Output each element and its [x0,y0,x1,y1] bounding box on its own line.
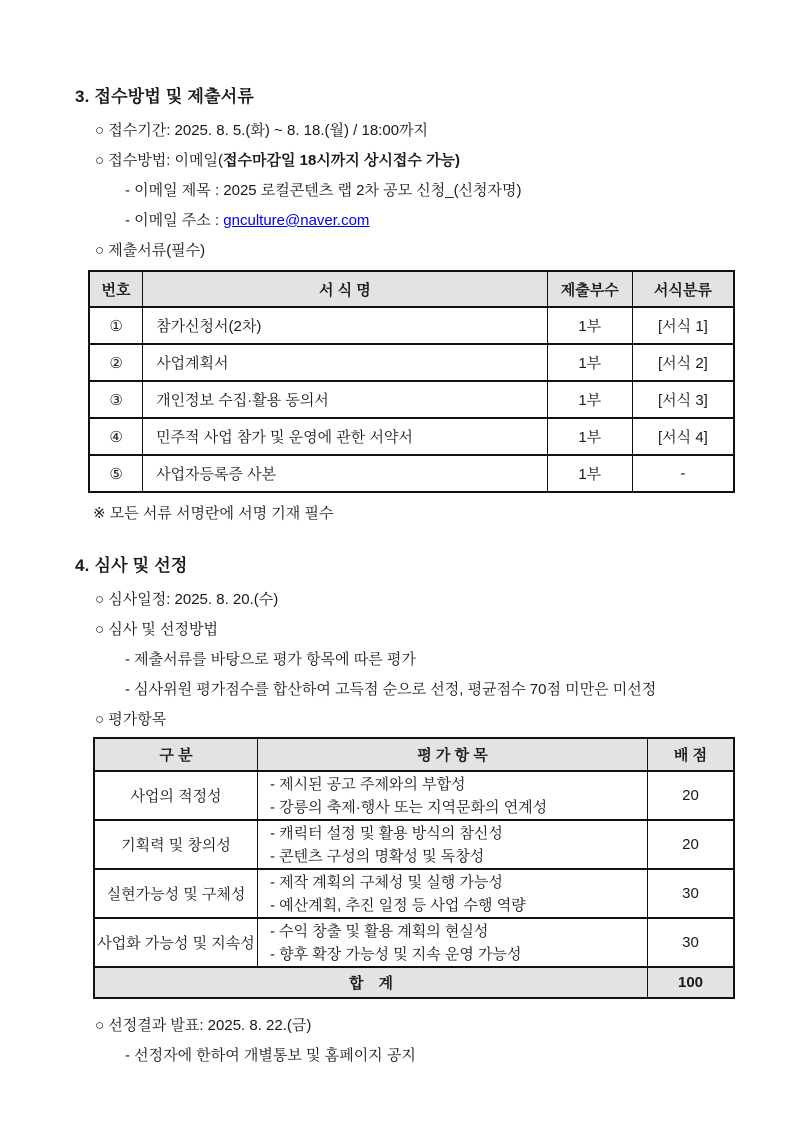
cell-criteria [258,771,648,820]
col-header-criteria: 평 가 항 목 [258,738,648,771]
cell-form-name: 민주적 사업 참가 및 운영에 관한 서약서 [143,418,548,455]
cell-form-name: 사업계획서 [143,344,548,381]
cell-copies: 1부 [547,381,632,418]
cell-form-class: [서식 1] [632,307,734,344]
receipt-method-prefix: ○ 접수방법: 이메일( [95,152,223,169]
criteria-line: - 향후 확장 가능성 및 지속 운영 가능성 [270,945,522,963]
cell-form-class: [서식 4] [632,418,734,455]
cell-total-label: 합 계 [94,967,648,998]
table-row [89,455,734,492]
cell-category: 사업의 적정성 [94,771,258,820]
receipt-period-line: ○ 접수기간: 2025. 8. 5.(화) ~ 8. 18.(월) / 18:00까지 [95,122,429,139]
criteria-line: - 캐릭터 설정 및 활용 방식의 참신성 [270,824,503,842]
cell-total-score: 100 [648,967,735,998]
table-header-row [89,271,734,307]
table-row [89,344,734,381]
section3-heading: 3. 접수방법 및 제출서류 [75,87,254,106]
review-schedule-line: ○ 심사일정: 2025. 8. 20.(수) [95,591,279,608]
cell-form-class: [서식 2] [632,344,734,381]
cell-number: ④ [89,418,143,455]
cell-score: 30 [648,918,735,967]
cell-form-name: 사업자등록증 사본 [143,455,548,492]
table-row [94,869,734,918]
table-row [94,771,734,820]
cell-copies: 1부 [547,307,632,344]
cell-copies: 1부 [547,455,632,492]
table-row [94,820,734,869]
col-header-category: 구 분 [94,738,258,771]
criteria-line: - 제작 계획의 구체성 및 실행 가능성 [270,873,503,891]
cell-form-name: 참가신청서(2차) [143,307,548,344]
required-docs-line: ○ 제출서류(필수) [95,242,206,259]
cell-number: ① [89,307,143,344]
cell-copies: 1부 [547,344,632,381]
criteria-line: - 예산계획, 추진 일정 등 사업 수행 역량 [270,896,526,914]
evaluation-criteria-table [93,737,735,999]
cell-number: ② [89,344,143,381]
cell-criteria [258,869,648,918]
submission-docs-table [88,270,735,493]
section4-heading: 4. 심사 및 선정 [75,556,188,575]
result-notify-line: - 선정자에 한하여 개별통보 및 홈페이지 공지 [125,1047,416,1064]
email-link[interactable]: gnculture@naver.com [223,212,370,229]
cell-score: 30 [648,869,735,918]
table-row [94,918,734,967]
email-address-line [75,206,735,236]
table-row [89,381,734,418]
receipt-method-bold: 접수마감일 18시까지 상시접수 가능) [223,152,461,169]
table-total-row [94,967,734,998]
col-header-number: 번호 [89,271,143,307]
cell-copies: 1부 [547,418,632,455]
criteria-line: - 콘텐츠 구성의 명확성 및 독창성 [270,847,485,865]
result-announce-line: ○ 선정결과 발표: 2025. 8. 22.(금) [95,1017,312,1034]
review-method-item: - 제출서류를 바탕으로 평가 항목에 따른 평가 [125,651,416,668]
receipt-method-line [75,146,735,176]
criteria-line: - 제시된 공고 주제와의 부합성 [270,775,466,793]
table-header-row [94,738,734,771]
email-subject-line: - 이메일 제목 : 2025 로컬콘텐츠 랩 2차 공모 신청_(신청자명) [125,182,522,199]
cell-category: 실현가능성 및 구체성 [94,869,258,918]
cell-category: 사업화 가능성 및 지속성 [94,918,258,967]
criteria-line: - 강릉의 축제·행사 또는 지역문화의 연계성 [270,798,548,816]
signature-required-note: ※ 모든 서류 서명란에 서명 기재 필수 [93,505,334,522]
col-header-copies: 제출부수 [547,271,632,307]
review-method-item: - 심사위원 평가점수를 합산하여 고득점 순으로 선정, 평균점수 70점 미만은 미선정 [125,681,657,698]
table-row [89,307,734,344]
table-row [89,418,734,455]
evaluation-criteria-title: ○ 평가항목 [95,711,167,728]
cell-form-class: - [632,455,734,492]
cell-form-class: [서식 3] [632,381,734,418]
cell-number: ⑤ [89,455,143,492]
col-header-form-name: 서 식 명 [143,271,548,307]
cell-score: 20 [648,820,735,869]
col-header-form-class: 서식분류 [632,271,734,307]
review-method-title: ○ 심사 및 선정방법 [95,621,218,638]
cell-category: 기획력 및 창의성 [94,820,258,869]
col-header-score: 배 점 [648,738,735,771]
cell-score: 20 [648,771,735,820]
cell-criteria [258,918,648,967]
criteria-line: - 수익 창출 및 활용 계획의 현실성 [270,922,489,940]
cell-criteria [258,820,648,869]
cell-form-name: 개인정보 수집·활용 동의서 [143,381,548,418]
email-address-label: - 이메일 주소 : [125,212,224,229]
cell-number: ③ [89,381,143,418]
